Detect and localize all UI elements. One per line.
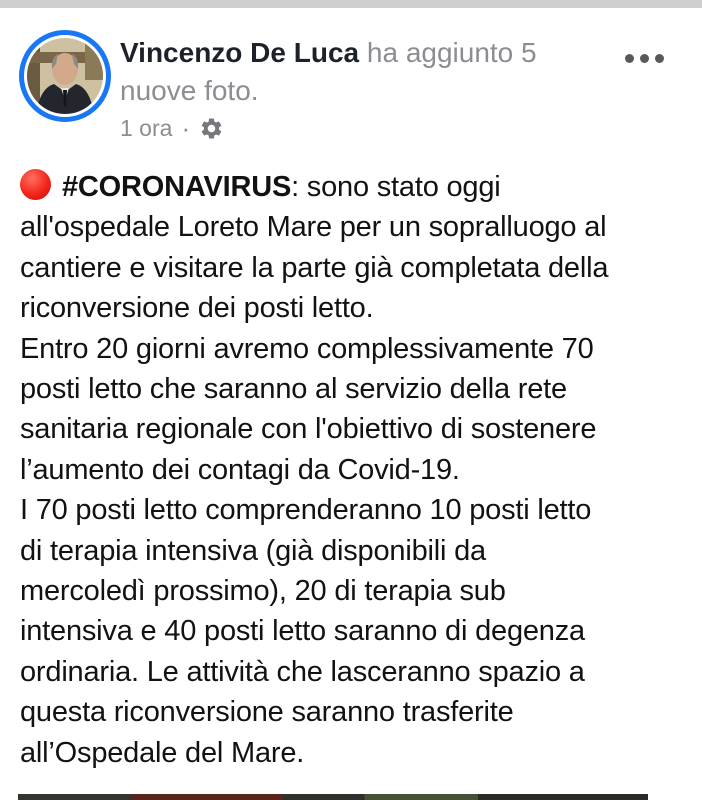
profile-photo xyxy=(27,38,103,114)
photo-attachment-edge[interactable] xyxy=(18,794,648,800)
byline-action-text: ha aggiunto 5 xyxy=(366,37,537,68)
post-text-line: : sono stato oggi xyxy=(291,171,501,203)
post-text-line: posti letto che saranno al servizio della rete xyxy=(20,373,567,406)
post-timestamp[interactable] xyxy=(120,112,224,144)
post-text-line: intensiva e 40 posti letto saranno di degenza xyxy=(20,615,585,648)
hashtag-link[interactable]: #CORONAVIRUS xyxy=(62,171,292,203)
post-text-line: Entro 20 giorni avremo complessivamente 70 xyxy=(20,332,594,365)
post-byline xyxy=(120,34,620,110)
red-circle-emoji xyxy=(20,169,51,200)
post-text-line: I 70 posti letto comprenderanno 10 posti letto xyxy=(20,494,592,527)
post-header xyxy=(0,8,702,158)
top-edge-strip xyxy=(0,0,702,8)
post-text-line: cantiere e visitare la parte già completata della xyxy=(20,251,609,284)
post-text-line: sanitaria regionale con l'obiettivo di sostenere xyxy=(20,413,597,446)
post-text-line: ordinaria. Le attività che lasceranno spazio a xyxy=(20,655,585,688)
post-text-line: riconversione dei posti letto. xyxy=(20,292,374,325)
three-dots-icon xyxy=(625,54,634,63)
post-text-line: all’Ospedale del Mare. xyxy=(20,736,305,769)
post-text-line: l’aumento dei contagi da Covid-19. xyxy=(20,453,460,486)
meta-separator: · xyxy=(181,113,191,143)
post-text-line: all'ospedale Loreto Mare per un sopralluogo al xyxy=(20,211,607,244)
post-text-line: questa riconversione saranno trasferite xyxy=(20,696,514,729)
post-text-line: di terapia intensiva (già disponibili da xyxy=(20,534,486,567)
timestamp-label: 1 ora xyxy=(120,114,173,141)
post-text xyxy=(20,167,692,773)
byline-action-text-2: nuove foto. xyxy=(120,75,259,106)
privacy-gear-icon xyxy=(199,116,224,141)
profile-avatar[interactable] xyxy=(19,30,111,122)
profile-name-link[interactable]: Vincenzo De Luca xyxy=(120,37,360,68)
post-text-line: mercoledì prossimo), 20 di terapia sub xyxy=(20,575,506,608)
post-options-button[interactable] xyxy=(621,48,668,68)
